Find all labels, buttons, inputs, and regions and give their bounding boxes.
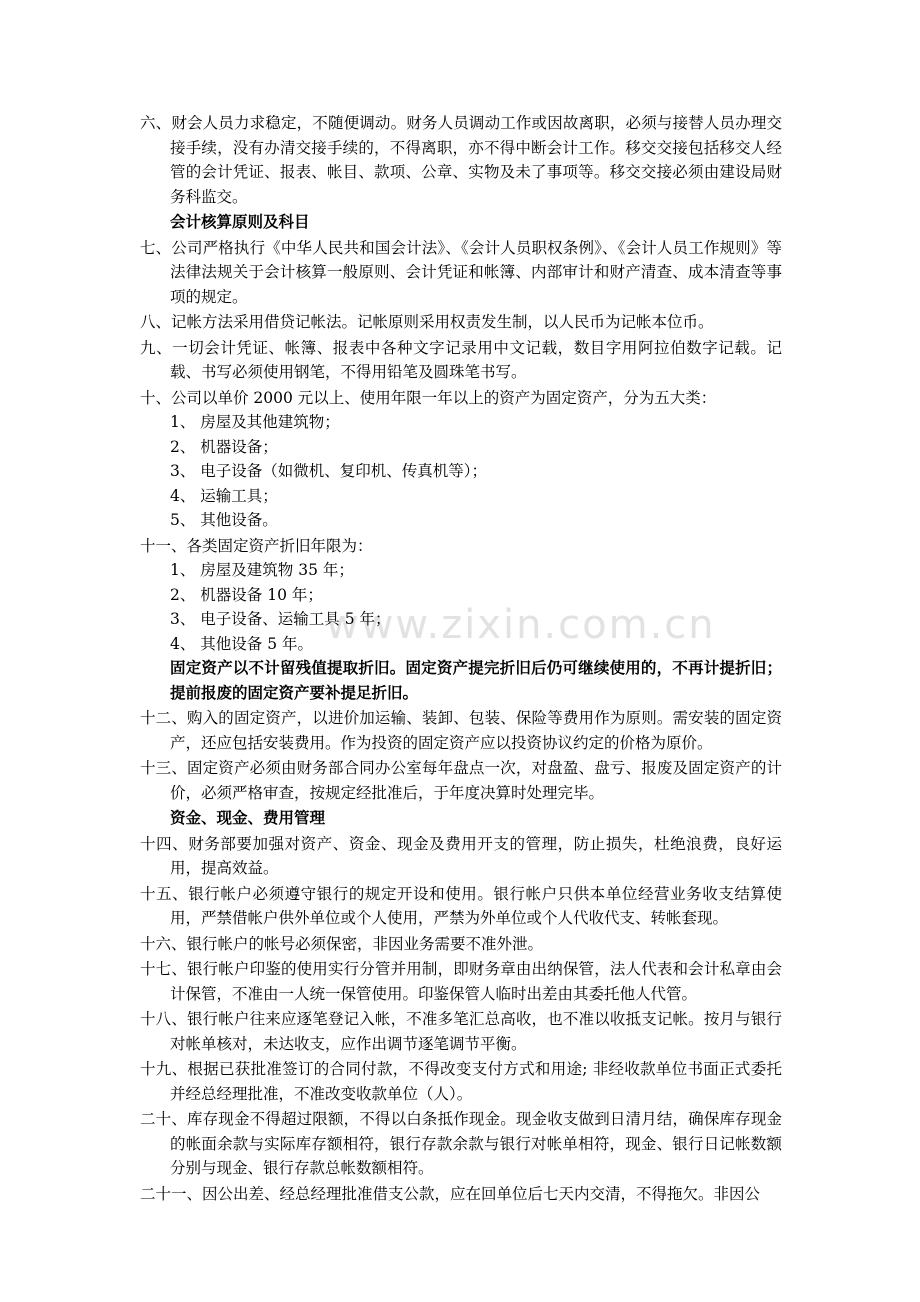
article-paragraph: 十四、财务部要加强对资产、资金、现金及费用开支的管理，防止损失，杜绝浪费，良好运用，提高效益。 [140, 834, 782, 877]
article-paragraph: 十六、银行帐户的帐号必须保密，非因业务需要不准外泄。 [140, 934, 544, 953]
list-item: 5、 其他设备。 [170, 511, 278, 529]
article-paragraph: 十三、固定资产必须由财务部合同办公室每年盘点一次，对盘盈、盘亏、报废及固定资产的计价，必须严格审查，按规定经批准后，于年度决算时处理完毕。 [140, 759, 782, 802]
list-item: 3、 电子设备、运输工具 5 年； [170, 610, 391, 628]
list-item: 4、 运输工具； [170, 486, 278, 505]
list-item: 1、 房屋及其他建筑物； [170, 413, 340, 431]
article-paragraph: 六、财会人员力求稳定，不随便调动。财务人员调动工作或因故离职，必须与接替人员办理交接手续，没有办清交接手续的，不得离职，亦不得中断会计工作。移交交接包括移交人经管的会计凭证、报表、帐目、款项、公章、实物及未了事项等。移交交接必须由建设局财务科监交。 [140, 114, 782, 206]
article-paragraph: 十二、购入的固定资产，以进价加运输、装卸、包装、保险等费用作为原则。需安装的固定资产，还应包括安装费用。作为投资的固定资产应以投资协议约定的价格为原价。 [140, 709, 782, 752]
list-item: 2、 机器设备； [170, 437, 278, 456]
list-item: 4、 其他设备 5 年。 [170, 634, 314, 653]
article-paragraph: 十、公司以单价 2000 元以上、使用年限一年以上的资产为固定资产，分为五大类： [140, 388, 717, 407]
bold-paragraph: 固定资产以不计留残值提取折旧。固定资产提完折旧后仍可继续使用的，不再计提折旧；提前报废的固定资产要补提足折旧。 [170, 658, 782, 702]
article-paragraph: 十五、银行帐户必须遵守银行的规定开设和使用。银行帐户只供本单位经营业务收支结算使用，严禁借帐户供外单位或个人使用，严禁为外单位或个人代收代支、转帐套现。 [140, 884, 782, 927]
article-paragraph: 十九、根据已获批准签订的合同付款，不得改变支付方式和用途; 非经收款单位书面正式委托并经总经理批准，不准改变收款单位（人）。 [140, 1060, 782, 1103]
list-item: 1、 房屋及建筑物 35 年； [170, 561, 354, 579]
article-paragraph: 二十、库存现金不得超过限额，不得以白条抵作现金。现金收支做到日清月结，确保库存现金的帐面余款与实际库存额相符，银行存款余款与银行对帐单相符，现金、银行日记帐数额分别与现金、银行存款总帐数额相符。 [140, 1110, 782, 1177]
article-paragraph: 十八、银行帐户往来应逐笔登记入帐，不准多笔汇总高收，也不准以收抵支记帐。按月与银行对帐单核对，未达收支，应作出调节逐笔调节平衡。 [140, 1010, 782, 1053]
watermark: www.zixin.com.cn [326, 602, 716, 648]
list-item: 3、 电子设备（如微机、复印机、传真机等）； [170, 462, 488, 480]
article-paragraph: 十七、银行帐户印鉴的使用实行分管并用制，即财务章由出纳保管，法人代表和会计私章由会计保管，不准由一人统一保管使用。印鉴保管人临时出差由其委托他人代管。 [140, 960, 782, 1003]
article-paragraph: 七、公司严格执行《中华人民共和国会计法》、《会计人员职权条例》、《会计人员工作规则》等法律法规关于会计核算一般原则、会计凭证和帐簿、内部审计和财产清查、成本清查等事项的规定。 [140, 238, 782, 306]
list-item: 2、 机器设备 10 年； [170, 585, 323, 604]
section-heading: 会计核算原则及科目 [170, 212, 310, 231]
section-heading: 资金、现金、费用管理 [170, 808, 326, 827]
article-paragraph: 八、记帐方法采用借贷记帐法。记帐原则采用权责发生制，以人民币为记帐本位币。 [140, 313, 714, 331]
article-paragraph: 十一、各类固定资产折旧年限为： [140, 536, 373, 555]
document-body [140, 111, 782, 1206]
article-paragraph: 二十一、因公出差、经总经理批准借支公款，应在回单位后七天内交清，不得拖欠。非因公 [140, 1184, 761, 1203]
article-paragraph: 九、一切会计凭证、帐簿、报表中各种文字记录用中文记载，数目字用阿拉伯数字记载。记载、书写必须使用钢笔，不得用铅笔及圆珠笔书写。 [140, 338, 782, 381]
